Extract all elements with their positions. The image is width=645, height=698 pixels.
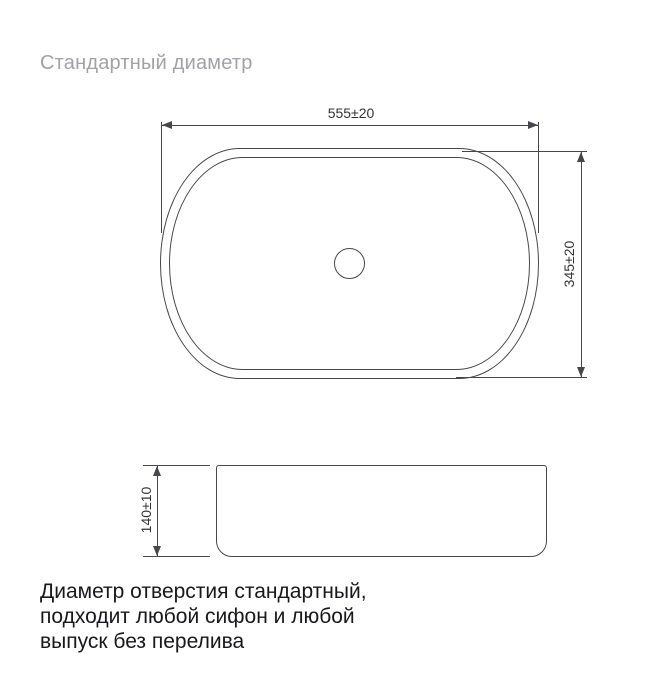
extension-line-bottom bbox=[456, 377, 587, 378]
dimension-line-width bbox=[161, 125, 539, 126]
caption-line: подходит любой сифон и любой bbox=[40, 605, 355, 628]
arrowhead-up-icon bbox=[153, 466, 161, 476]
extension-line-top bbox=[462, 151, 587, 152]
caption-line: Диаметр отверстия стандартный, bbox=[40, 580, 367, 603]
drain-hole-circle bbox=[334, 248, 365, 279]
side-height-dimension-label: 140±10 bbox=[138, 486, 154, 534]
dimension-line-height bbox=[581, 151, 582, 377]
dimension-line-side-height bbox=[157, 465, 158, 556]
width-dimension-label: 555±20 bbox=[327, 105, 375, 121]
caption-text bbox=[40, 579, 367, 654]
extension-line-left bbox=[161, 122, 162, 233]
arrowhead-up-icon bbox=[577, 152, 585, 162]
basin-side-view-outline bbox=[216, 465, 547, 557]
arrowhead-left-icon bbox=[162, 121, 172, 129]
arrowhead-down-icon bbox=[153, 546, 161, 556]
arrowhead-right-icon bbox=[528, 121, 538, 129]
extension-line-side-bottom bbox=[143, 556, 210, 557]
extension-line-right bbox=[538, 122, 539, 233]
caption-line: выпуск без перелива bbox=[40, 630, 245, 653]
arrowhead-down-icon bbox=[577, 367, 585, 377]
height-dimension-label: 345±20 bbox=[561, 240, 577, 288]
diagram-title: Стандартный диаметр bbox=[40, 52, 253, 74]
